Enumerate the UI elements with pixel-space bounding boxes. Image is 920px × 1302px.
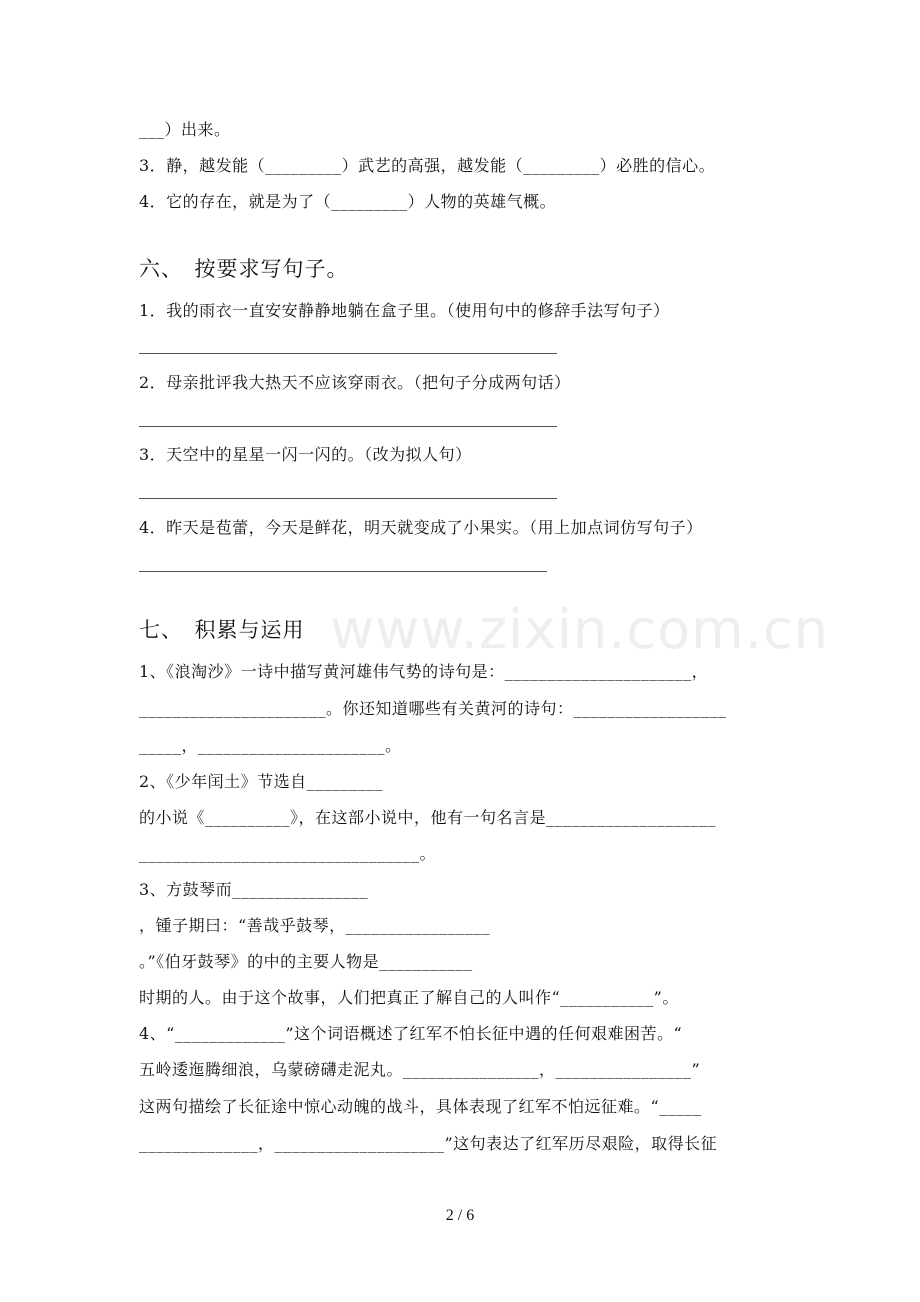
question-3-line: 3．静，越发能（_________）武艺的高强，越发能（_________）必胜的信心。: [139, 156, 716, 175]
section-6-question-4: 4．昨天是苞蕾，今天是鲜花，明天就变成了小果实。（用上加点词仿写句子）: [139, 518, 703, 537]
section-6-heading: 六、 按要求写句子。: [139, 257, 349, 281]
page-number: 2 / 6: [445, 1207, 475, 1224]
section-7-q3-line-b: ，锺子期曰：“善哉乎鼓琴，_________________: [139, 916, 491, 935]
section-7-q4-line-b: 五岭逶迤腾细浪，乌蒙磅礴走泥丸。________________，________________”: [139, 1060, 701, 1079]
text-line-continuation: ___）出来。: [139, 120, 231, 139]
section-6-question-3: 3．天空中的星星一闪一闪的。（改为拟人句）: [139, 445, 472, 464]
section-7-q2-line-c: _________________________________。: [139, 844, 437, 863]
answer-line-3[interactable]: [139, 498, 557, 499]
section-7-q1-line-a: 1、《浪淘沙》一诗中描写黄河雄伟气势的诗句是：______________________，: [139, 662, 709, 681]
answer-line-1[interactable]: [139, 353, 557, 354]
section-7-q1-line-c: _____，______________________。: [139, 736, 402, 755]
section-7-heading: 七、 积累与运用: [139, 618, 305, 642]
section-7-q3-line-a: 3、方鼓琴而________________: [139, 880, 369, 899]
section-6-question-2: 2．母亲批评我大热天不应该穿雨衣。（把句子分成两句话）: [139, 373, 571, 392]
section-7-q2-line-b: 的小说《__________》，在这部小说中，他有一句名言是____________________: [139, 808, 717, 827]
section-7-q2-line-a: 2、《少年闰土》节选自_________: [139, 772, 384, 791]
section-7-q4-line-a: 4、“_____________”这个词语概述了红军不怕长征中遇的任何艰难困苦。“: [139, 1024, 683, 1043]
section-7-q4-line-d: ______________，____________________”这句表达了红军历尽艰险，取得长征: [139, 1134, 718, 1153]
watermark: www.zixin.com.cn: [330, 598, 829, 661]
section-7-q4-line-c: 这两句描绘了长征途中惊心动魄的战斗，具体表现了红军不怕远征难。“_____: [139, 1097, 702, 1116]
section-7-q3-line-d: 时期的人。由于这个故事，人们把真正了解自己的人叫作“___________”。: [139, 988, 679, 1007]
section-7-q1-line-b: ______________________。你还知道哪些有关黄河的诗句：__________________: [139, 699, 727, 718]
answer-line-2[interactable]: [139, 426, 557, 427]
section-6-question-1: 1．我的雨衣一直安安静静地躺在盒子里。（使用句中的修辞手法写句子）: [139, 301, 670, 320]
answer-line-4[interactable]: [139, 571, 547, 572]
section-7-q3-line-c: 。”《伯牙鼓琴》的中的主要人物是___________: [139, 952, 473, 971]
question-4-line: 4．它的存在，就是为了（_________）人物的英雄气概。: [139, 192, 557, 211]
